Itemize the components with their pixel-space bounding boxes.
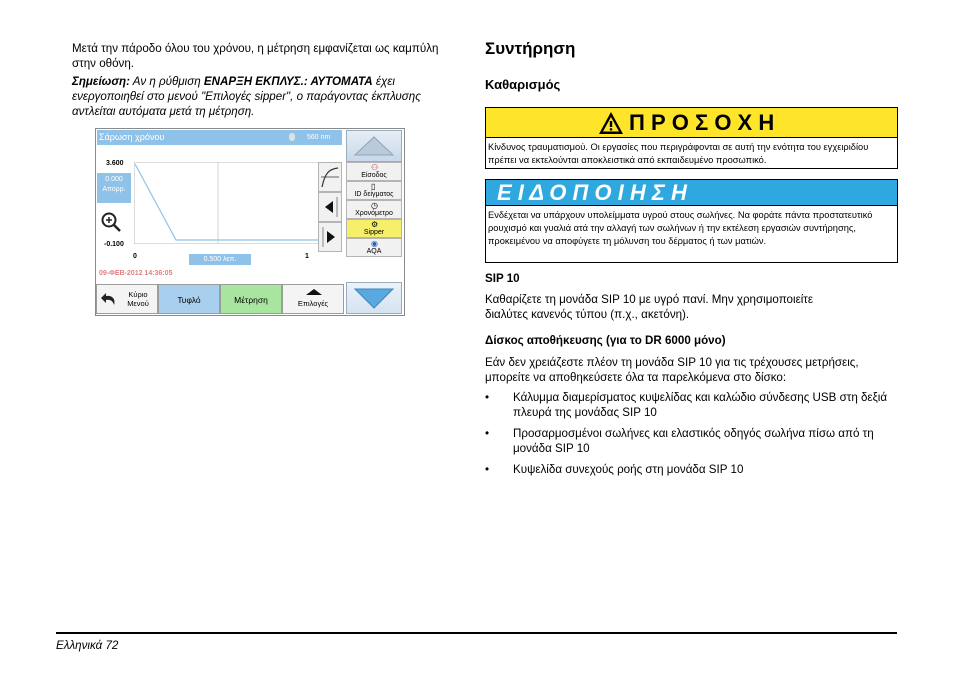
- bullet-marker: •: [485, 463, 490, 476]
- list-item: [485, 462, 905, 478]
- scroll-down-button[interactable]: [346, 282, 402, 314]
- options-button[interactable]: [282, 284, 344, 314]
- lamp-icon: [289, 133, 295, 141]
- datetime-readout: 09-ΦΕΒ-2012 14:36:05: [99, 270, 173, 277]
- zoom-in-icon[interactable]: [100, 211, 122, 233]
- home-menu-label: Κύριο Μενού: [127, 290, 149, 308]
- absorbance-unit: Απορρ.: [102, 186, 126, 193]
- side-menu-panel: [346, 130, 402, 314]
- caution-title: Π Ρ Ο Σ Ο Χ Η: [629, 110, 775, 135]
- x-cursor-readout: 0.500 λεπ.: [189, 254, 251, 265]
- list-item: [485, 426, 905, 458]
- x-start-label: 0: [133, 253, 137, 260]
- screen-title-bar: [97, 130, 342, 145]
- note-label: Σημείωση:: [72, 75, 130, 88]
- curve-fit-button[interactable]: [318, 162, 342, 192]
- storage-tray-heading: Δίσκος αποθήκευσης (για το DR 6000 μόνο): [485, 334, 726, 347]
- arrow-right-icon: [319, 223, 341, 251]
- bullet-marker: •: [485, 391, 490, 404]
- notice-title: Ε Ι Δ Ο Π Ο Ι Η Σ Η: [497, 180, 687, 205]
- list-item: [485, 390, 905, 422]
- note-paragraph: [72, 74, 452, 119]
- time-scan-plot: [134, 162, 339, 244]
- chevron-down-icon: [347, 283, 401, 313]
- instrument-screen: [95, 128, 405, 316]
- globe-icon: ◉: [371, 239, 378, 248]
- absorbance-value: 0.000: [105, 176, 123, 183]
- timer-button-label: Χρονόμετρο: [355, 210, 393, 217]
- note-setting: ΕΝΑΡΞΗ ΕΚΠΛΥΣ.: ΑΥΤΟΜΑΤΑ: [203, 75, 373, 88]
- timer-icon: ◷: [371, 201, 378, 210]
- triangle-up-icon: [304, 288, 324, 296]
- notice-header: [486, 180, 897, 206]
- warning-triangle-icon: [598, 111, 624, 135]
- storage-tray-paragraph: Εάν δεν χρειάζεστε πλέον τη μονάδα SIP 10 για τις τρέχουσες μετρήσεις, μπορείτε να αποθηκεύσετε όλα τα παρελκόμενα στο δίσκο:: [485, 356, 859, 384]
- caution-header: [486, 108, 897, 138]
- sample-id-button-label: ID δείγματος: [354, 191, 394, 198]
- section-heading: Συντήρηση: [485, 39, 576, 58]
- note-text-1: Αν η ρύθμιση: [130, 75, 204, 88]
- sample-vial-icon: ▯: [371, 182, 376, 191]
- chevron-up-icon: [347, 131, 401, 161]
- aqa-button[interactable]: [346, 238, 402, 257]
- subsection-heading: Καθαρισμός: [485, 77, 561, 92]
- caution-text: Κίνδυνος τραυματισμού. Οι εργασίες που περιγράφονται σε αυτή την ενότητα του εγχειριδίου πρέπει να εκτελούνται αποκλειστικά από εκπαιδευμένο προσωπικό.: [488, 142, 869, 165]
- sipper-button[interactable]: [346, 219, 402, 238]
- intro-paragraph: Μετά την πάροδο όλου του χρόνου, η μέτρηση εμφανίζεται ως καμπύλη στην οθόνη.: [72, 42, 439, 70]
- arrow-left-icon: [319, 193, 341, 221]
- y-min-label: -0.100: [104, 241, 124, 248]
- x-end-label: 1: [305, 253, 309, 260]
- input-button[interactable]: [346, 162, 402, 181]
- aqa-button-label: AQA: [366, 248, 382, 255]
- home-menu-button[interactable]: [96, 284, 158, 314]
- curve-icon: [319, 163, 341, 191]
- person-icon: ⚇: [371, 163, 379, 172]
- list-item-text: Κυψελίδα συνεχούς ροής στη μονάδα SIP 10: [513, 463, 744, 476]
- screen-title: Σάρωση χρόνου: [99, 132, 165, 142]
- sip10-paragraph: Καθαρίζετε τη μονάδα SIP 10 με υγρό πανί. Μην χρησιμοποιείτε διαλύτες κανενός τύπου (π.χ., ακετόνη).: [485, 293, 814, 321]
- footer-rule: [56, 632, 897, 634]
- notice-text: Ενδέχεται να υπάρχουν υπολείμματα υγρού στους σωλήνες. Να φοράτε πάντα προστατευτικό ρουχισμό και γυαλιά ατά την αλλαγή των σωλήνων ή την εκτέλεση εργασιών συντήρησης, προκειμένου να αποφύγετε τη μόλυνση του δέρματος ή των ματιών.: [488, 210, 873, 246]
- sample-id-button[interactable]: [346, 181, 402, 200]
- scroll-up-button[interactable]: [346, 130, 402, 162]
- sipper-button-label: Sipper: [363, 229, 385, 236]
- sipper-icon: ⚙: [371, 220, 379, 229]
- measure-button[interactable]: Μέτρηση: [220, 284, 282, 314]
- notice-box: [485, 179, 898, 263]
- list-item-text: Προσαρμοσμένοι σωλήνες και ελαστικός οδηγός σωλήνα πίσω από τη μονάδα SIP 10: [513, 427, 874, 455]
- note-text-2: έχει ενεργοποιηθεί στο μενού "Επιλογές sipper", ο παράγοντας έκπλυσης αντλείται αυτόματα μετά τη μέτρηση.: [72, 75, 421, 118]
- list-item-text: Κάλυμμα διαμερίσματος κυψελίδας και καλώδιο σύνδεσης USB στη δεξιά πλευρά της μονάδας SIP 10: [513, 391, 888, 419]
- y-max-label: 3.600: [106, 160, 124, 167]
- cursor-left-button[interactable]: [318, 192, 342, 222]
- options-label: Επιλογές: [297, 299, 329, 308]
- input-button-label: Είσοδος: [361, 172, 387, 179]
- blank-button[interactable]: Τυφλό: [158, 284, 220, 314]
- sip10-heading: SIP 10: [485, 272, 520, 285]
- timer-button[interactable]: [346, 200, 402, 219]
- cursor-right-button[interactable]: [318, 222, 342, 252]
- page-footer: Ελληνικά 72: [56, 639, 119, 652]
- caution-box: [485, 107, 898, 169]
- absorbance-readout: [97, 173, 131, 203]
- wavelength-readout: 560 nm: [307, 134, 331, 141]
- back-arrow-icon: [100, 292, 118, 308]
- bullet-marker: •: [485, 427, 490, 440]
